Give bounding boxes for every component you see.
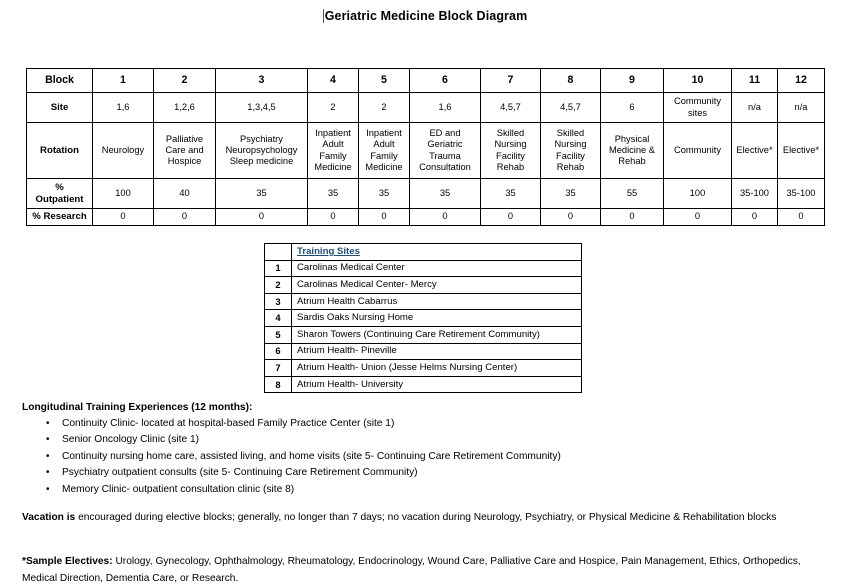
table-row bbox=[265, 260, 582, 277]
list-item bbox=[22, 482, 832, 498]
outpatient-cell-5: 35 bbox=[359, 179, 410, 209]
research-cell-5: 0 bbox=[359, 209, 410, 226]
rotation-cell-1: Neurology bbox=[93, 123, 154, 179]
table-row bbox=[265, 293, 582, 310]
research-cell-10: 0 bbox=[664, 209, 732, 226]
site-cell-12: n/a bbox=[778, 93, 825, 123]
outpatient-cell-10: 100 bbox=[664, 179, 732, 209]
outpatient-cell-8: 35 bbox=[541, 179, 601, 209]
table-row bbox=[265, 376, 582, 393]
training-site-number: 2 bbox=[265, 277, 292, 294]
outpatient-cell-12: 35-100 bbox=[778, 179, 825, 209]
table-row bbox=[265, 310, 582, 327]
block-cell-4: 4 bbox=[308, 69, 359, 93]
site-cell-2: 1,2,6 bbox=[154, 93, 216, 123]
training-site-number: 7 bbox=[265, 360, 292, 377]
vacation-paragraph bbox=[22, 510, 834, 527]
table-row-percent-outpatient bbox=[27, 179, 825, 209]
site-cell-5: 2 bbox=[359, 93, 410, 123]
table-row bbox=[265, 244, 582, 261]
rotation-cell-8: Skilled Nursing Facility Rehab bbox=[541, 123, 601, 179]
training-site-name: Sharon Towers (Continuing Care Retirement Community) bbox=[292, 326, 582, 343]
outpatient-cell-7: 35 bbox=[481, 179, 541, 209]
longitudinal-list bbox=[22, 416, 832, 498]
training-site-number: 5 bbox=[265, 326, 292, 343]
page-title bbox=[0, 0, 850, 23]
table-row-rotation bbox=[27, 123, 825, 179]
site-cell-6: 1,6 bbox=[410, 93, 481, 123]
rotation-cell-7: Skilled Nursing Facility Rehab bbox=[481, 123, 541, 179]
list-item-text: Continuity Clinic- located at hospital-based Family Practice Center (site 1) bbox=[62, 418, 395, 429]
rotation-cell-11: Elective* bbox=[732, 123, 778, 179]
research-cell-1: 0 bbox=[93, 209, 154, 226]
row-header-percent-research: % Research bbox=[27, 209, 93, 226]
research-cell-11: 0 bbox=[732, 209, 778, 226]
list-item-text: Memory Clinic- outpatient consultation clinic (site 8) bbox=[62, 483, 295, 495]
research-cell-9: 0 bbox=[601, 209, 664, 226]
training-site-name: Sardis Oaks Nursing Home bbox=[292, 310, 582, 327]
rotation-cell-2: Palliative Care and Hospice bbox=[154, 123, 216, 179]
outpatient-cell-4: 35 bbox=[308, 179, 359, 209]
table-row bbox=[265, 343, 582, 360]
outpatient-cell-1: 100 bbox=[93, 179, 154, 209]
site-cell-3: 1,3,4,5 bbox=[216, 93, 308, 123]
training-sites-table-container bbox=[264, 243, 582, 393]
block-cell-3: 3 bbox=[216, 69, 308, 93]
bullet-icon: • bbox=[46, 467, 50, 479]
row-header-rotation: Rotation bbox=[27, 123, 93, 179]
outpatient-cell-3: 35 bbox=[216, 179, 308, 209]
longitudinal-section bbox=[22, 401, 832, 498]
bullet-icon: • bbox=[46, 483, 50, 495]
training-site-number: 4 bbox=[265, 310, 292, 327]
training-site-name: Atrium Health- Pineville bbox=[292, 343, 582, 360]
table-row bbox=[265, 326, 582, 343]
page-title-text: Geriatric Medicine Block Diagram bbox=[324, 9, 528, 23]
outpatient-cell-2: 40 bbox=[154, 179, 216, 209]
block-cell-12: 12 bbox=[778, 69, 825, 93]
block-cell-8: 8 bbox=[541, 69, 601, 93]
outpatient-cell-9: 55 bbox=[601, 179, 664, 209]
row-header-block: Block bbox=[27, 69, 93, 93]
rotation-cell-10: Community bbox=[664, 123, 732, 179]
outpatient-cell-11: 35-100 bbox=[732, 179, 778, 209]
block-cell-1: 1 bbox=[93, 69, 154, 93]
research-cell-7: 0 bbox=[481, 209, 541, 226]
block-cell-2: 2 bbox=[154, 69, 216, 93]
training-site-number: 1 bbox=[265, 260, 292, 277]
site-cell-4: 2 bbox=[308, 93, 359, 123]
row-header-percent-outpatient-line2: Outpatient bbox=[35, 193, 84, 205]
site-cell-10: Community sites bbox=[664, 93, 732, 123]
vacation-body: encouraged during elective blocks; generally, no longer than 7 days; no vacation during Neurology, Psychiatry, or Physical Medicine & Rehabilitation blocks bbox=[75, 512, 777, 523]
table-row bbox=[265, 277, 582, 294]
block-cell-9: 9 bbox=[601, 69, 664, 93]
training-site-name: Atrium Health Cabarrus bbox=[292, 293, 582, 310]
site-cell-11: n/a bbox=[732, 93, 778, 123]
block-cell-10: 10 bbox=[664, 69, 732, 93]
block-cell-11: 11 bbox=[732, 69, 778, 93]
table-row-site bbox=[27, 93, 825, 123]
row-header-percent-outpatient bbox=[27, 179, 93, 209]
list-item-text: Psychiatry outpatient consults (site 5- Continuing Care Retirement Community) bbox=[62, 467, 418, 479]
sample-electives-paragraph bbox=[22, 554, 834, 587]
vacation-bold-lead: Vacation is bbox=[22, 512, 76, 523]
list-item bbox=[22, 416, 832, 432]
row-header-site: Site bbox=[27, 93, 93, 123]
list-item bbox=[22, 465, 832, 481]
row-header-percent-outpatient-line1: % bbox=[55, 182, 64, 194]
list-item-text: Senior Oncology Clinic (site 1) bbox=[62, 434, 200, 446]
training-site-name: Carolinas Medical Center- Mercy bbox=[292, 277, 582, 294]
table-row bbox=[265, 360, 582, 377]
bullet-icon: • bbox=[46, 450, 50, 462]
research-cell-12: 0 bbox=[778, 209, 825, 226]
bullet-icon: • bbox=[46, 434, 50, 446]
table-row-percent-research bbox=[27, 209, 825, 226]
rotation-cell-12: Elective* bbox=[778, 123, 825, 179]
table-row-block bbox=[27, 69, 825, 93]
research-cell-6: 0 bbox=[410, 209, 481, 226]
longitudinal-heading: Longitudinal Training Experiences (12 months): bbox=[22, 402, 253, 413]
bullet-icon: • bbox=[46, 418, 50, 429]
training-sites-header: Training Sites bbox=[292, 244, 582, 261]
rotation-cell-5: Inpatient Adult Family Medicine bbox=[359, 123, 410, 179]
text-cursor bbox=[323, 9, 324, 23]
training-site-number: 3 bbox=[265, 293, 292, 310]
research-cell-4: 0 bbox=[308, 209, 359, 226]
site-cell-9: 6 bbox=[601, 93, 664, 123]
research-cell-3: 0 bbox=[216, 209, 308, 226]
list-item-text: Continuity nursing home care, assisted living, and home visits (site 5- Continuing Care Retirement Community) bbox=[62, 450, 561, 462]
rotation-cell-9: Physical Medicine & Rehab bbox=[601, 123, 664, 179]
site-cell-7: 4,5,7 bbox=[481, 93, 541, 123]
block-cell-5: 5 bbox=[359, 69, 410, 93]
site-cell-1: 1,6 bbox=[93, 93, 154, 123]
outpatient-cell-6: 35 bbox=[410, 179, 481, 209]
rotation-cell-3: Psychiatry Neuropsychology Sleep medicine bbox=[216, 123, 308, 179]
site-cell-8: 4,5,7 bbox=[541, 93, 601, 123]
electives-body: Urology, Gynecology, Ophthalmology, Rheumatology, Endocrinology, Wound Care, Palliative Care and Hospice, Pain Management, Ethics, Orthopedics, Medical Direction, Dementia Care, or Research. bbox=[22, 556, 801, 584]
rotation-cell-4: Inpatient Adult Family Medicine bbox=[308, 123, 359, 179]
list-item bbox=[22, 432, 832, 448]
training-sites-table bbox=[264, 243, 582, 393]
training-site-number: 8 bbox=[265, 376, 292, 393]
training-site-name: Carolinas Medical Center bbox=[292, 260, 582, 277]
block-diagram-table-container bbox=[26, 68, 824, 226]
electives-bold-lead: *Sample Electives: bbox=[22, 556, 113, 567]
block-cell-6: 6 bbox=[410, 69, 481, 93]
training-site-name: Atrium Health- University bbox=[292, 376, 582, 393]
training-site-name: Atrium Health- Union (Jesse Helms Nursing Center) bbox=[292, 360, 582, 377]
list-item bbox=[22, 449, 832, 465]
research-cell-8: 0 bbox=[541, 209, 601, 226]
block-cell-7: 7 bbox=[481, 69, 541, 93]
training-site-number bbox=[265, 244, 292, 261]
research-cell-2: 0 bbox=[154, 209, 216, 226]
rotation-cell-6: ED and Geriatric Trauma Consultation bbox=[410, 123, 481, 179]
training-site-number: 6 bbox=[265, 343, 292, 360]
block-diagram-table bbox=[26, 68, 825, 226]
